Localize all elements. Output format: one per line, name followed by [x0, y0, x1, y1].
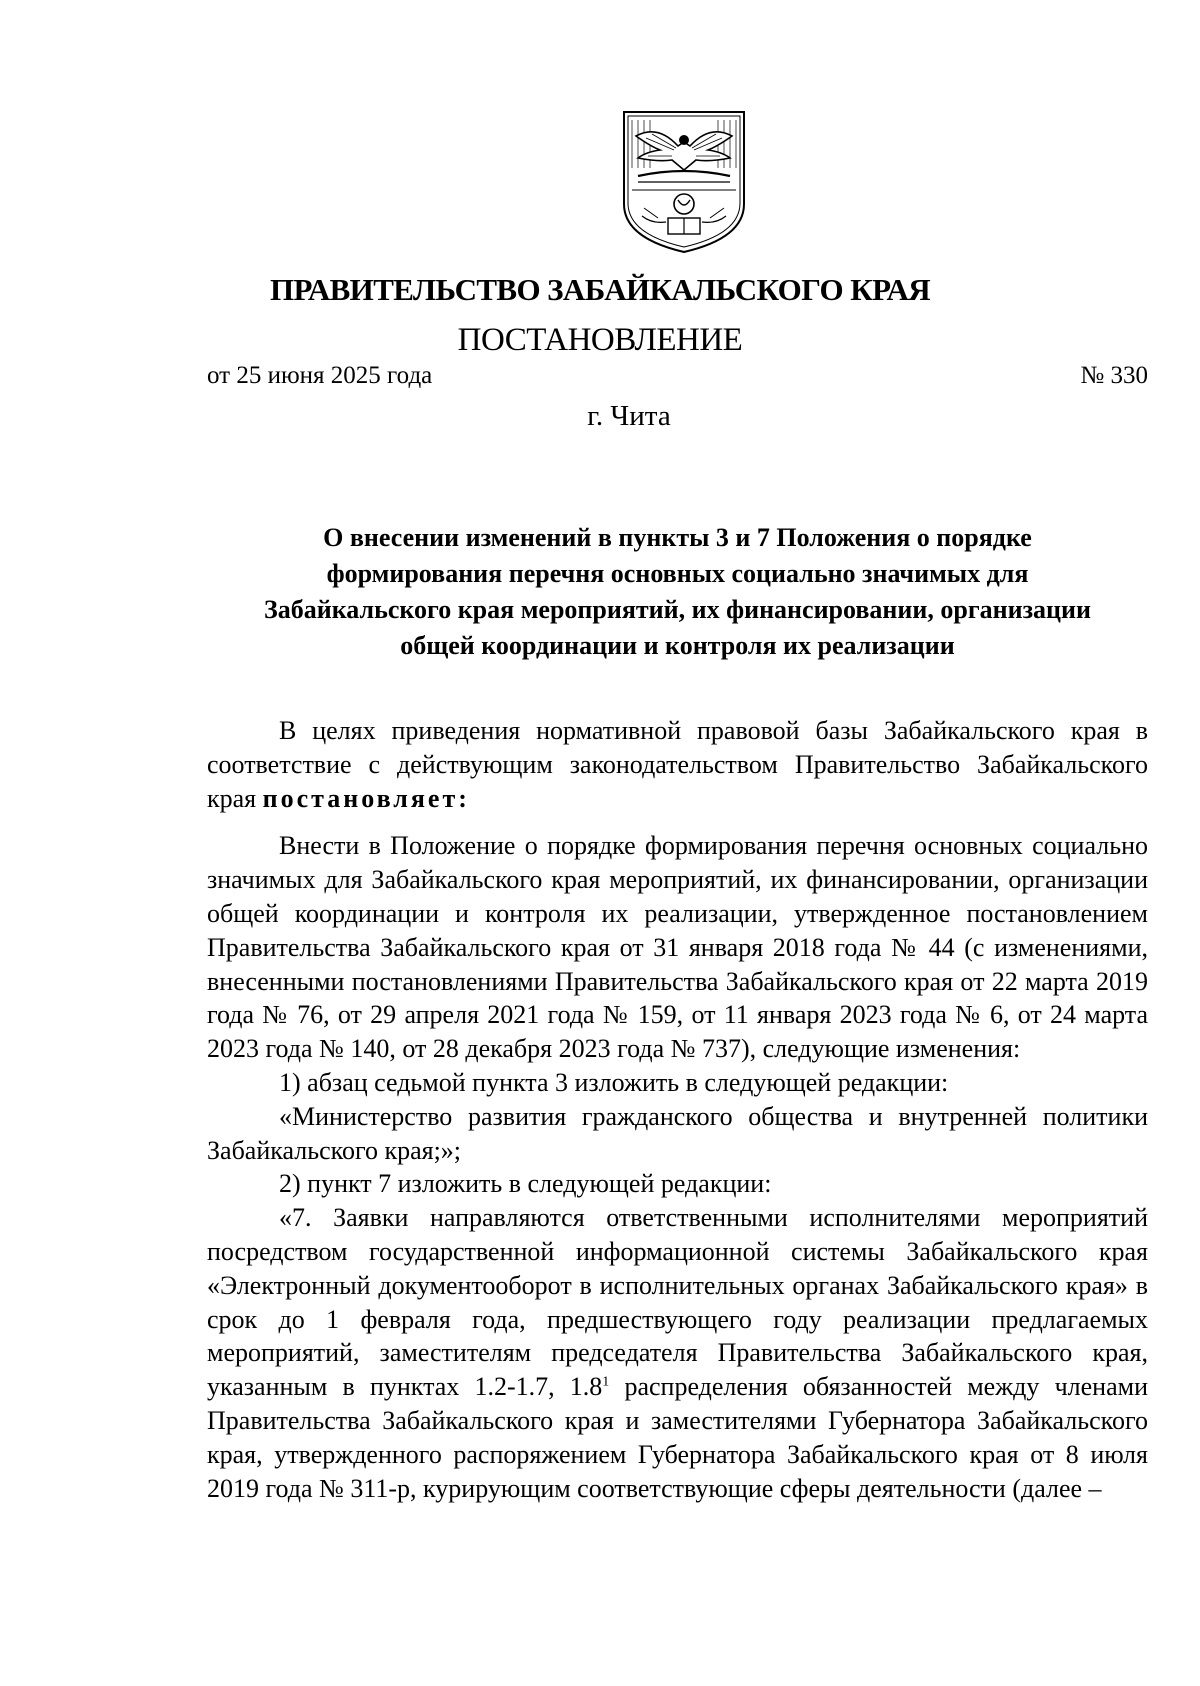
- document-type: ПОСТАНОВЛЕНИЕ: [457, 322, 743, 358]
- document-body: [207, 714, 1148, 1505]
- document-number: № 330: [1080, 362, 1148, 389]
- document-subject: [207, 520, 1148, 664]
- subject-line: О внесении изменений в пункты 3 и 7 Положения о порядке: [323, 523, 1032, 552]
- intro-paragraph: Внести в Положение о порядке формирования перечня основных социально значимых для Забайкальского края мероприятий, их финансировании, организации общей координации и контроля их реализации, утвержденное постановлением Правительства Забайкальского края от 31 января 2018 года № 44 (с изменениями, внесенными постановлениями Правительства Забайкальского края от 22 марта 2019 года № 76, от 29 апреля 2021 года № 159, от 11 января 2023 года № 6, от 24 марта 2023 года № 140, от 28 декабря 2023 года № 737), следующие изменения:: [207, 831, 1148, 1064]
- superscript-index: 1: [602, 1374, 610, 1390]
- subject-line: формирования перечня основных социально значимых для: [326, 559, 1029, 588]
- item-1-text: «Министерство развития гражданского общества и внутренней политики Забайкальского края;»;: [207, 1101, 1148, 1165]
- item-2-text-part-a: «7. Заявки направляются ответственными исполнителями мероприятий посредством государственной информационной системы Забайкальского края «Электронный документооборот в исполнительных органах Забайкальского края» в срок до 1 февраля года, предшествующего году реализации предлагаемых мероприятий, заместителям председателя Правительства Забайкальского края, указанным в пунктах 1.2-1.7, 1.8: [207, 1203, 1148, 1402]
- item-2-text: [207, 1201, 1148, 1505]
- preamble-text: В целях приведения нормативной правовой базы Забайкальского края в соответствие с действующим законодательством Правительство Забайкальского края: [207, 716, 1148, 813]
- subject-line: общей координации и контроля их реализации: [400, 631, 955, 660]
- resolution-keyword: постановляет:: [262, 783, 470, 813]
- coat-of-arms-icon: [618, 106, 750, 256]
- item-2-heading: 2) пункт 7 изложить в следующей редакции:: [279, 1169, 772, 1199]
- document-date: от 25 июня 2025 года: [207, 362, 433, 389]
- organization-title: ПРАВИТЕЛЬСТВО ЗАБАЙКАЛЬСКОГО КРАЯ: [269, 272, 931, 307]
- subject-line: Забайкальского края мероприятий, их финансировании, организации: [264, 595, 1091, 624]
- preamble-paragraph: [207, 714, 1148, 815]
- item-2-text-part-b: распределения обязанностей между членами Правительства Забайкальского края и заместителями Губернатора Забайкальского края, утвержденного распоряжением Губернатора Забайкальского края от 8 июля 2019 года № 311-р, курирующим соответствующие сферы деятельности (далее –: [207, 1372, 1148, 1503]
- item-1-heading: 1) абзац седьмой пункта 3 изложить в следующей редакции:: [279, 1067, 949, 1097]
- document-city: г. Чита: [587, 400, 671, 432]
